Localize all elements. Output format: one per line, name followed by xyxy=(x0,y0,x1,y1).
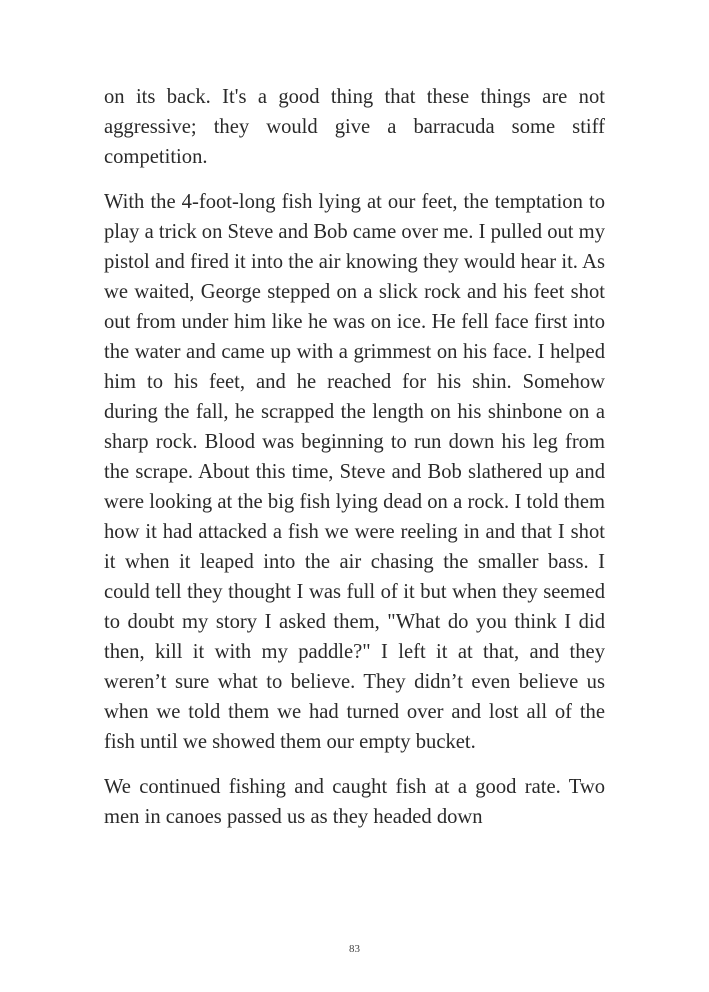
paragraph-fishing: We continued fishing and caught fish at a good rate. Two men in canoes passed us as they headed down xyxy=(104,776,605,828)
paragraph-story: With the 4-foot-long fish lying at our feet, the temptation to play a trick on Steve and Bob came over me. I pulled out my pistol and fired it into the air knowing they would hear it. As we waited, George stepped on a slick rock and his feet shot out from under him like he was on ice. He fell face first into the water and came up with a grimmest on his face. I helped him to his feet, and he reached for his shin. Somehow during the fall, he scrapped the length on his shinbone on a sharp rock. Blood was beginning to run down his leg from the scrape. About this time, Steve and Bob slathered up and were looking at the big fish lying dead on a rock. I told them how it had attacked a fish we were reeling in and that I shot it when it leaped into the air chasing the smaller bass. I could tell they thought I was full of it but when they seemed to doubt my story I asked them, "What do you think I did then, kill it with my paddle?" I left it at that, and they weren’t sure what to believe. They didn’t even believe us when we told them we had turned over and lost all of the fish until we showed them our empty bucket. xyxy=(104,191,605,753)
page-body xyxy=(104,82,605,847)
paragraph-continuation: on its back. It's a good thing that these things are not aggressive; they would give a barracuda some stiff competition. xyxy=(104,86,605,168)
page-number: 83 xyxy=(349,943,360,955)
